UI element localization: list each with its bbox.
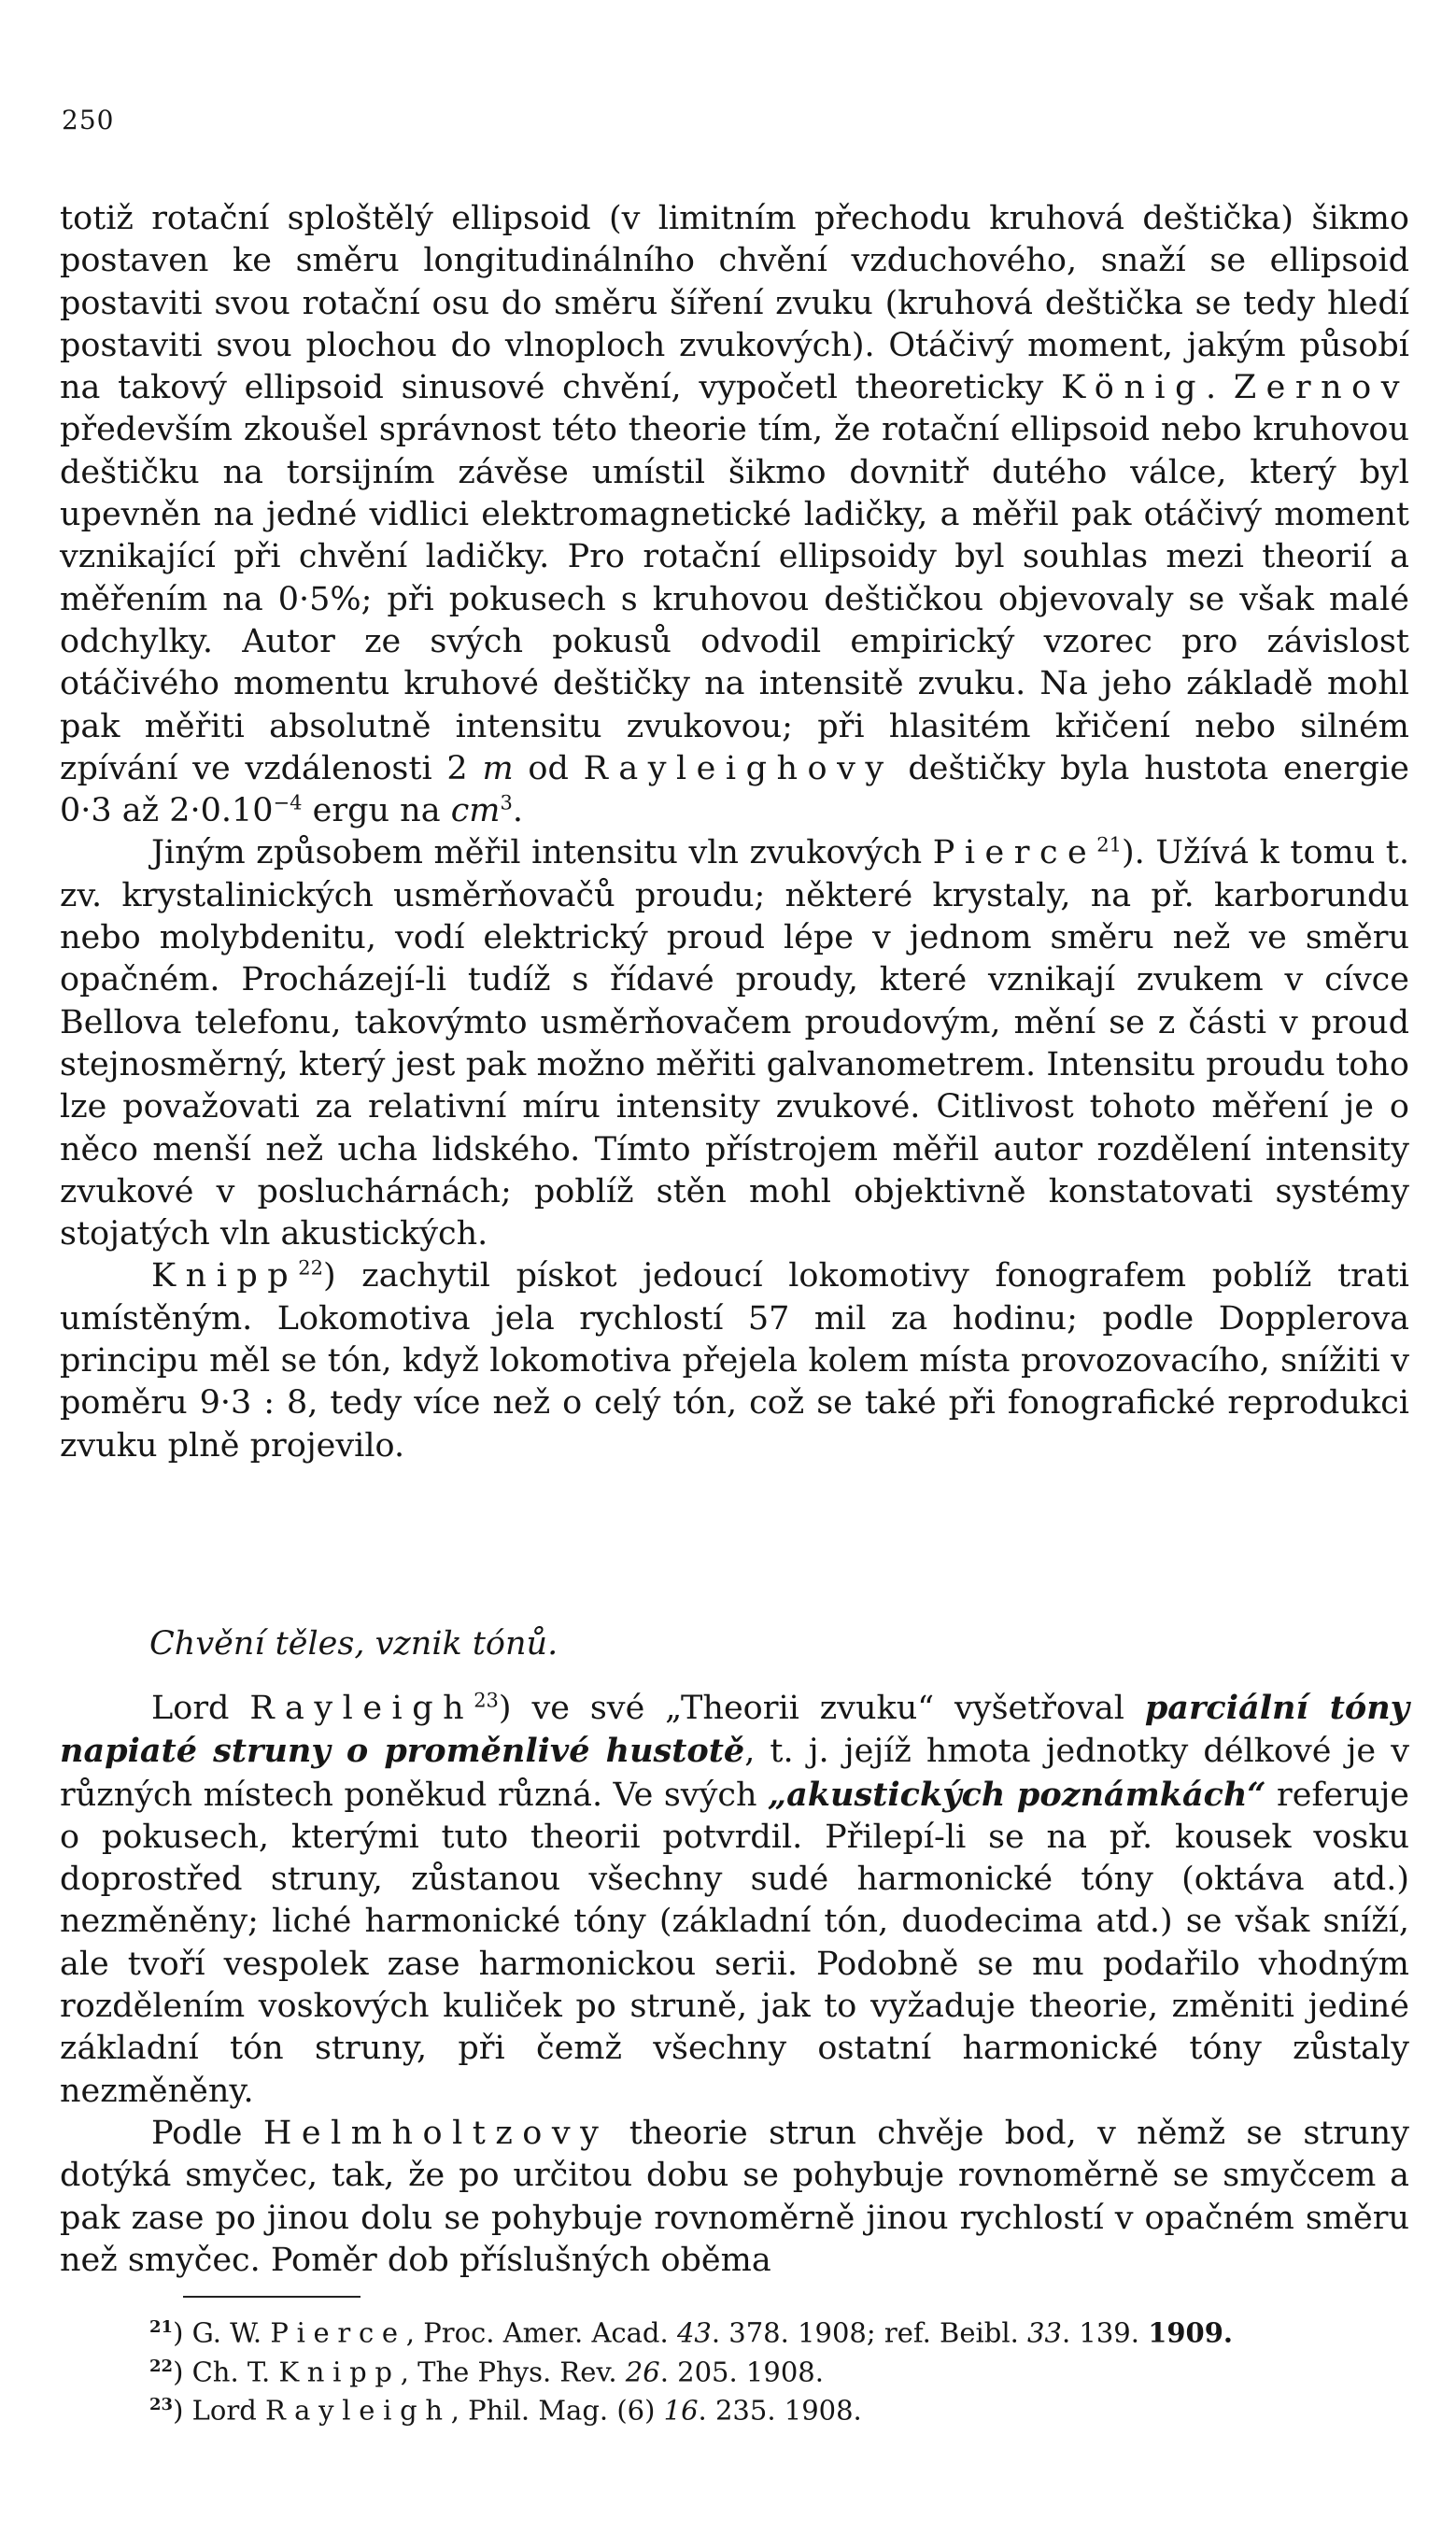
paragraph-pierce: Jiným způsobem měřil intensitu vln zvukových Pierce$^{21}$). Užívá k tomu t. zv. krystalinických usměrňovačů proudu; některé krystaly, na př. karborundu nebo molybdenitu, vodí elektrický proud lépe v jednom směru než ve směru opačném. Procházejí-li tudíž s řídavé proudy, které vznikají zvukem v cívce Bellova telefonu, takovýmto usměrňovačem proudovým, mění se z části v proud stejnosměrný, který jest pak možno měřiti galvanometrem. Intensitu proudu toho lze považovati za relativní míru intensity zvukové. Citlivost tohoto měření je o něco menší než ucha lidského. Tímto přístrojem měřil autor rozdělení intensity zvukové v posluchárnách; poblíž stěn mohl objektivně konstatovati systémy stojatých vln akustických. [60,833,1409,1253]
author-knipp: Knipp [151,1257,299,1295]
paragraph-rayleigh: Lord Rayleigh$^{23}$) ve své „Theorii zvuku“ vyšetřoval parciální tóny napiaté struny o proměnlivé hustotě, t. j. jejíž hmota jednotky délkové je v různých místech poněkud různá. Ve svých „akustických poznámkách“ referuje o pokusech, kterými tuto theorii potvrdil. Přilepí-li se na př. kousek vosku doprostřed struny, zůstanou všechny sudé harmonické tóny (oktáva atd.) nezměněny; liché harmonické tóny (základní tón, duodecima atd.) se však sníží, ale tvoří vespolek zase harmonickou serii. Podobně se mu podařilo vhodným rozdělením voskových kuliček po struně, jak to vyžaduje theorie, změniti jediné základní tón struny, při čemž všechny ostatní harmonické tóny zůstaly nezměněny. [60,1689,1410,2110]
body-text-upper [60,198,1409,1467]
footnote-divider [183,2296,360,2298]
author-konig: König [1061,369,1206,407]
author-pierce: Pierce [932,834,1097,872]
author-zernov: Zernov [1233,369,1409,407]
footnote-ref-21: 21 [1096,833,1123,856]
footnote-ref-23: 23 [474,1689,499,1712]
author-rayleigh-lord: Rayleigh [249,1690,474,1727]
emphasis-partial-tones: parciální tóny napiaté struny o proměnlivé hustotě [60,1689,1409,1771]
page-number: 250 [62,105,115,135]
paragraph-knipp: Knipp$^{22}$) zachytil pískot jedoucí lokomotivy fonografem poblíž trati umístěným. Lokomotiva jela rychlostí 57 mil za hodinu; podle Dopplerova principu měl se tón, když lokomotiva přejela kolem místa provozovacího, snížiti v poměru 9·3 : 8, tedy více než o celý tón, což se také při fonografické reprodukci zvuku plně projevilo. [60,1256,1409,1465]
footnote-23: $^{23}$) Lord Rayleigh, Phil. Mag. (6) 16. 235. 1908. [149,2394,862,2427]
footnote-22: $^{22}$) Ch. T. Knipp, The Phys. Rev. 26. 205. 1908. [149,2356,824,2388]
author-helmholtz: Helmholtzovy [262,2114,609,2152]
footnote-ref-22: 22 [298,1256,323,1280]
section-heading: Chvění těles, vznik tónů. [149,1625,558,1663]
paragraph-konig-zernov: totiž rotační sploštělý ellipsoid (v limitním přechodu kruhová deštička) šikmo postaven ke směru longitudinálního chvění vzduchového, snaží se ellipsoid postaviti svou rotační osu do směru šíření zvuku (kruhová deštička se tedy hledí postaviti svou plochou do vlnoploch zvukových). Otáčivý moment, jakým působí na takový ellipsoid sinusové chvění, vypočetl theoreticky König. Zernov především zkoušel správnost této theorie tím, že rotační ellipsoid nebo kruhovou deštičku na torsijním závěse umístil šikmo dovnitř dutého válce, který byl upevněn na jedné vidlici elektromagnetické ladičky, a měřil pak otáčivý moment vznikající při chvění ladičky. Pro rotační ellipsoidy byl souhlas mezi theorií a měřením na 0·5%; při pokusech s kruhovou deštičkou objevovaly se však malé odchylky. Autor ze svých pokusů odvodil empirický vzorec pro závislost otáčivého momentu kruhové deštičky na intensitě zvuku. Na jeho základě mohl pak měřiti absolutně intensitu zvukovou; při hlasitém křičení nebo silném zpívání ve vzdálenosti 2 m od Rayleighovy deštičky byla hustota energie 0·3 až $2\cdot 0.10^{-4}$ ergu na $cm^3$. [60,200,1409,830]
emphasis-acoustic-notes: „akustických poznámkách“ [768,1775,1266,1814]
footnotes [149,2311,1401,2428]
paragraph-helmholtz: Podle Helmholtzovy theorie strun chvěje bod, v němž se struny dotýká smyčec, tak, že po určitou dobu se pohybuje rovnoměrně se smyčcem a pak zase po jinou dolu se pohybuje rovnoměrně jinou rychlostí v opačném směru než smyčec. Poměr dob příslušných oběma [60,2114,1409,2279]
footnote-21: $^{21}$) G. W. Pierce, Proc. Amer. Acad. 43. 378. 1908; ref. Beibl. 33. 139. 1909. [149,2316,1233,2349]
author-rayleigh: Rayleighovy [583,749,894,787]
body-text-lower [60,1687,1409,2282]
